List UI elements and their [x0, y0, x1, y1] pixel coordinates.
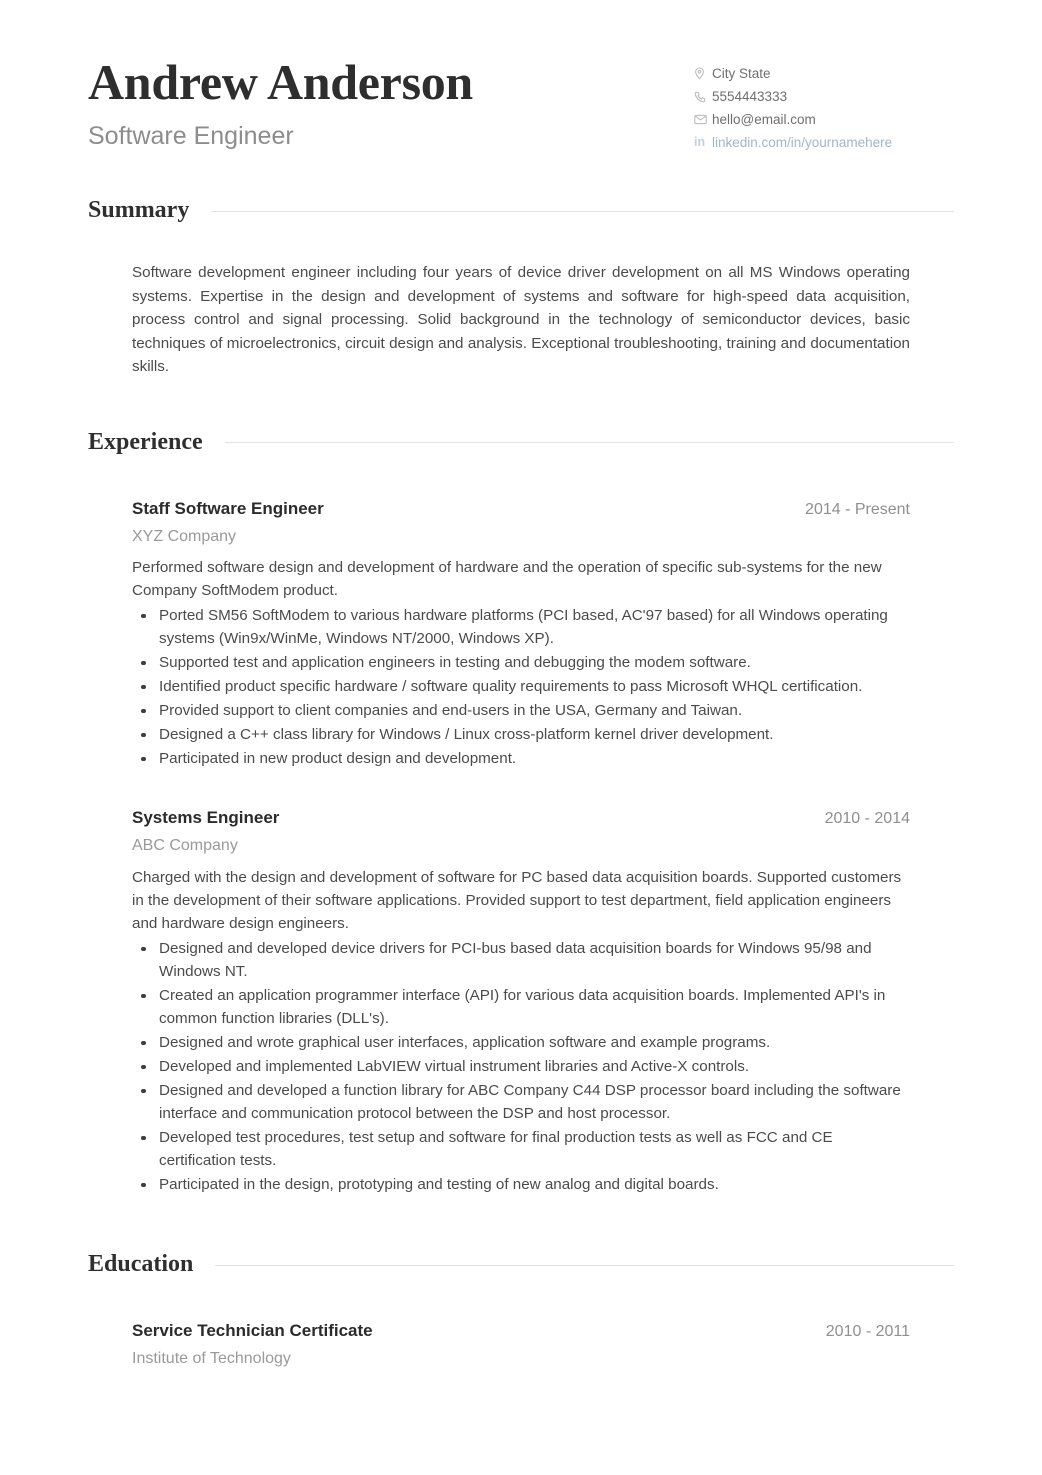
entry-heading-row	[132, 498, 910, 520]
entry-dates: 2010 - 2014	[824, 810, 910, 828]
entry-organization: XYZ Company	[132, 527, 237, 545]
section-summary-body	[88, 261, 954, 379]
section-education	[0, 1252, 1042, 1370]
list-item: Created an application programmer interface (API) for various data acquisition boards. Implemented API's in common function libraries (DLL's).	[132, 984, 910, 1030]
list-item: Supported test and application engineers in testing and debugging the modem software.	[132, 651, 910, 674]
entry-organization: Institute of Technology	[132, 1350, 291, 1368]
entry-organization: ABC Company	[132, 837, 238, 855]
page-title: Andrew Anderson	[88, 54, 473, 110]
section-summary-header	[88, 198, 954, 222]
linkedin-icon	[694, 136, 712, 149]
entry-bullet-list	[132, 604, 910, 770]
entry-heading-row	[132, 1320, 910, 1342]
list-item: Identified product specific hardware / software quality requirements to pass Microsoft WHQL certification.	[132, 675, 910, 698]
envelope-icon	[694, 114, 712, 125]
entry-heading-row	[132, 807, 910, 829]
list-item: Participated in the design, prototyping and testing of new analog and digital boards.	[132, 1173, 910, 1196]
entry-role: Systems Engineer	[132, 808, 280, 828]
entry-dates: 2014 - Present	[805, 500, 910, 518]
entry-role: Staff Software Engineer	[132, 498, 324, 518]
resume-header	[0, 0, 1042, 150]
contact-email[interactable]	[694, 108, 954, 131]
entry-bullet-list	[132, 937, 910, 1196]
linkedin-glyph: in	[694, 135, 706, 150]
section-education-title: Education	[88, 1251, 194, 1278]
list-item: Designed a C++ class library for Windows / Linux cross-platform kernel driver development.	[132, 723, 910, 746]
contact-phone-text: 5554443333	[712, 89, 788, 104]
experience-entry	[132, 807, 910, 1196]
contact-info	[694, 62, 954, 154]
section-divider	[225, 442, 954, 443]
section-experience	[0, 430, 1042, 1197]
section-experience-title: Experience	[88, 428, 203, 455]
contact-location	[694, 62, 954, 85]
section-education-header	[88, 1252, 954, 1276]
section-divider	[211, 211, 954, 212]
list-item: Developed and implemented LabVIEW virtual instrument libraries and Active-X controls.	[132, 1055, 910, 1078]
entry-dates: 2010 - 2011	[825, 1323, 910, 1341]
entry-description: Performed software design and development of hardware and the operation of specific sub-systems for the new Company SoftModem product.	[132, 559, 882, 600]
section-divider	[215, 1265, 954, 1266]
section-experience-body	[88, 498, 954, 1197]
list-item: Designed and developed device drivers for PCI-bus based data acquisition boards for Windows 95/98 and Windows NT.	[132, 937, 910, 983]
entry-description: Charged with the design and development of software for PC based data acquisition boards. Supported customers in the development of their software applications. Provided support to test department, field application engineers and hardware design engineers.	[132, 869, 902, 933]
contact-linkedin[interactable]	[694, 131, 954, 154]
headline-subtitle: Software Engineer	[88, 121, 294, 150]
map-pin-icon	[694, 67, 712, 80]
experience-entry	[132, 498, 910, 771]
section-summary-title: Summary	[88, 197, 190, 223]
section-summary	[0, 198, 1042, 379]
entry-credential: Service Technician Certificate	[132, 1321, 373, 1341]
list-item: Ported SM56 SoftModem to various hardware platforms (PCI based, AC'97 based) for all Windows operating systems (Win9x/WinMe, Windows NT/2000, Windows XP).	[132, 604, 910, 650]
education-entry	[132, 1320, 910, 1370]
identity-block	[88, 56, 473, 151]
list-item: Participated in new product design and development.	[132, 747, 910, 770]
list-item: Designed and wrote graphical user interfaces, application software and example programs.	[132, 1031, 910, 1054]
list-item: Designed and developed a function library for ABC Company C44 DSP processor board including the software interface and communication protocol between the DSP and host processor.	[132, 1079, 910, 1125]
section-experience-header	[88, 430, 954, 454]
contact-phone	[694, 85, 954, 108]
summary-paragraph: Software development engineer including four years of device driver development on all MS Windows operating systems. Expertise in the design and development of systems and software for high-speed data acquisition, process control and signal processing. Solid background in the technology of semiconductor devices, basic techniques of microelectronics, circuit design and analysis. Exceptional troubleshooting, training and documentation skills.	[132, 264, 910, 375]
contact-location-text: City State	[712, 66, 771, 81]
section-education-body	[88, 1320, 954, 1370]
phone-icon	[694, 91, 712, 103]
contact-email-text: hello@email.com	[712, 112, 816, 127]
contact-linkedin-text: linkedin.com/in/yournamehere	[712, 135, 893, 150]
list-item: Developed test procedures, test setup and software for final production tests as well as FCC and CE certification tests.	[132, 1126, 910, 1172]
list-item: Provided support to client companies and end-users in the USA, Germany and Taiwan.	[132, 699, 910, 722]
